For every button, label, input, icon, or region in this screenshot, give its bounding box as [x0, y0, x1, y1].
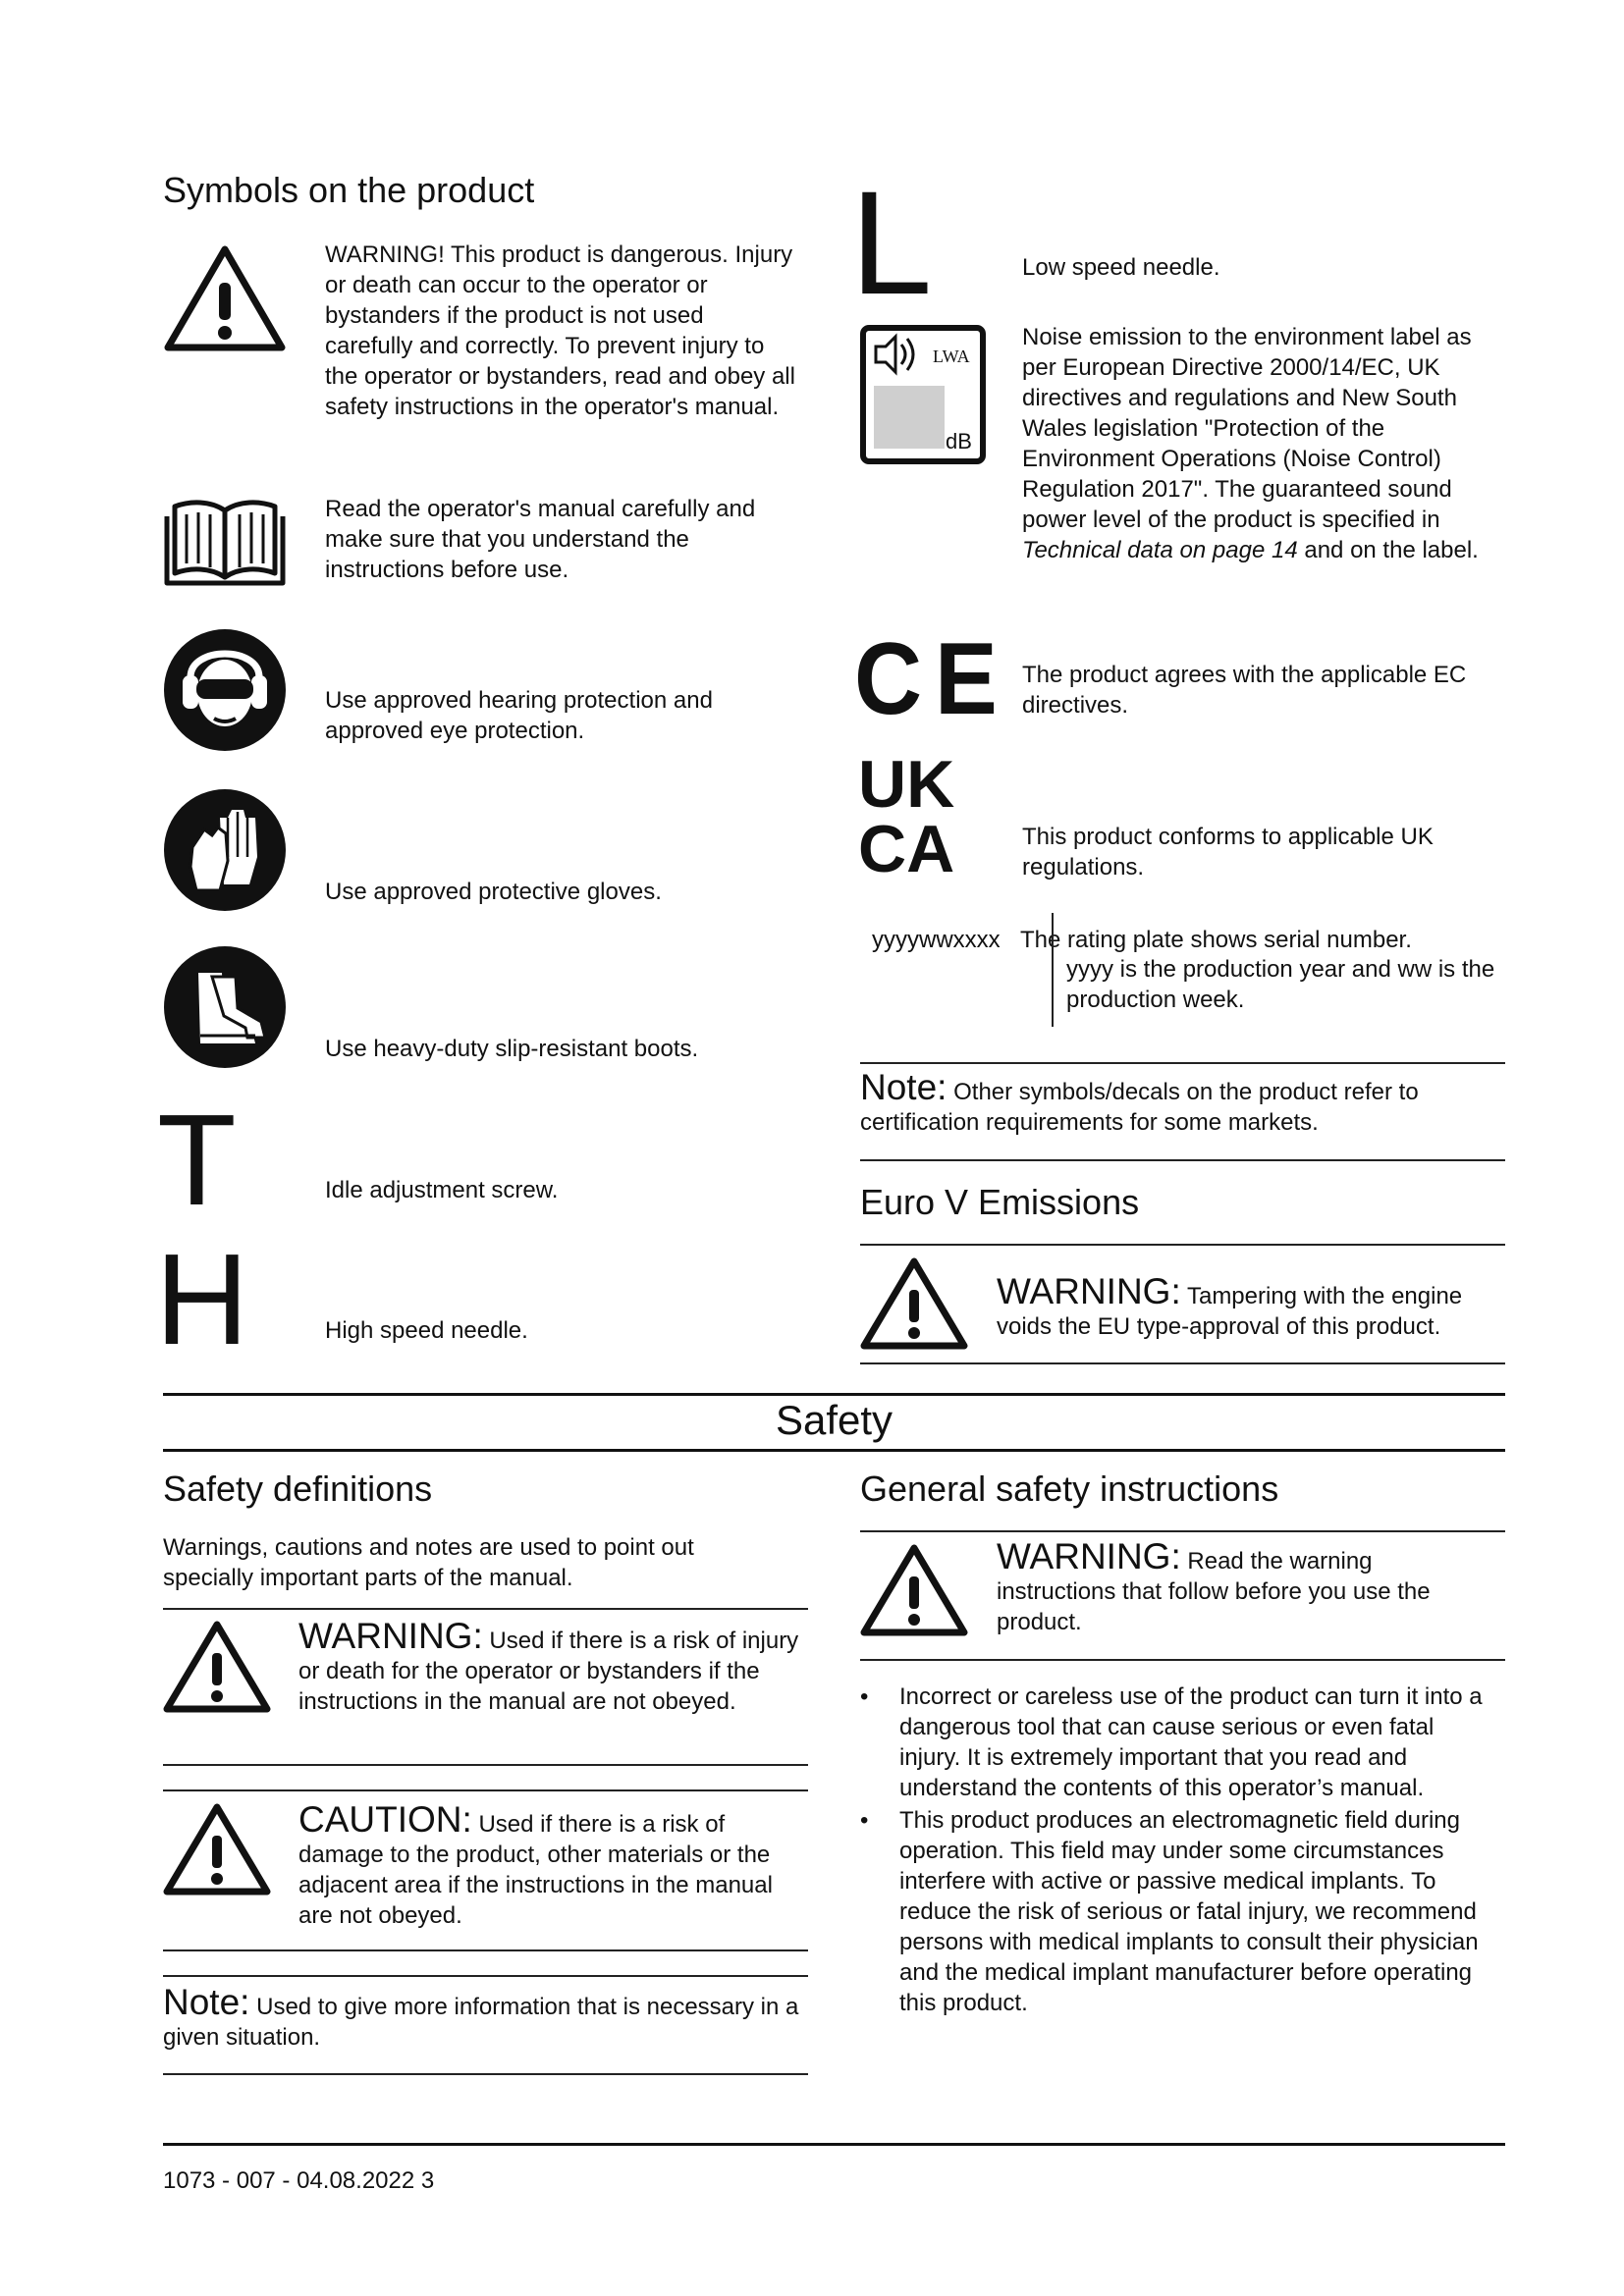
euro-warning — [997, 1271, 1507, 1342]
general-warning-label: WARNING: — [997, 1536, 1181, 1576]
note-label: Note: — [860, 1067, 947, 1107]
divider — [860, 1659, 1505, 1661]
divider — [163, 1393, 1505, 1396]
warning-triangle-icon — [860, 1256, 968, 1351]
safety-title: Safety — [775, 1397, 893, 1443]
symbol-text-ukca: This product conforms to applicable UK regulations. — [1022, 824, 1434, 881]
divider — [163, 1449, 1505, 1452]
letter-t-icon: T — [157, 1088, 237, 1232]
divider — [163, 1608, 808, 1610]
letter-h-icon: H — [155, 1227, 249, 1371]
definition-warning — [298, 1616, 809, 1717]
divider — [860, 1062, 1505, 1064]
symbol-text-boots: Use heavy-duty slip-resistant boots. — [325, 1036, 699, 1062]
definition-warning-text: Used if there is a risk of injury or death for the operator or bystanders if the instructions in the manual are not obeyed. — [298, 1628, 799, 1715]
ukca-mark-icon — [858, 747, 996, 886]
divider — [163, 2143, 1505, 2146]
symbols-title: Symbols on the product — [163, 170, 535, 210]
safety-definitions-title: Safety definitions — [163, 1468, 433, 1509]
definition-caution — [298, 1799, 809, 1931]
symbol-text-hearing-eye: Use approved hearing protection and approved eye protection. — [325, 687, 713, 744]
symbol-text-low-speed: Low speed needle. — [1022, 254, 1220, 281]
symbol-text-warning: WARNING! This product is dangerous. Injury or death can occur to the operator or bystanders if the product is not used carefully and correctly. To prevent injury to the operator or bystanders, read and obey all safety instructions in the operator's manual. — [325, 241, 795, 420]
divider — [860, 1362, 1505, 1364]
bullet-text: This product produces an electromagnetic field during operation. This field may under some circumstances interfere with active or passive medical implants. To reduce the risk of serious or fatal injury, we recommend persons with medical implants to consult their physician and the medical implant manufacturer before operating this product. — [899, 1807, 1479, 2016]
general-safety-title: General safety instructions — [860, 1468, 1279, 1509]
ce-mark-icon: CE — [854, 622, 1010, 736]
serial-divider — [1052, 913, 1054, 1027]
divider — [163, 1975, 808, 1977]
symbol-text-gloves: Use approved protective gloves. — [325, 879, 662, 905]
divider — [163, 2073, 808, 2075]
definition-note — [163, 1982, 811, 2053]
divider — [163, 1789, 808, 1791]
noise-db-label: dB — [946, 429, 972, 454]
euro-title: Euro V Emissions — [860, 1182, 1140, 1222]
noise-description — [1022, 322, 1503, 565]
note-text: Other symbols/decals on the product refer to certification requirements for some markets. — [860, 1079, 1419, 1136]
safety-definitions-intro: Warnings, cautions and notes are used to point out specially important parts of the manual. — [163, 1534, 694, 1591]
divider — [860, 1244, 1505, 1246]
euro-warning-text: Tampering with the engine voids the EU type-approval of this product. — [997, 1283, 1463, 1340]
list-item — [860, 1682, 1498, 1803]
divider — [163, 1949, 808, 1951]
divider — [163, 1764, 808, 1766]
symbol-text-ce: The product agrees with the applicable EC directives. — [1022, 662, 1467, 719]
noise-lwa-label: LWA — [933, 347, 970, 366]
serial-code: yyyywwxxxx — [872, 927, 1001, 953]
divider — [860, 1159, 1505, 1161]
ukca-bottom: CA — [858, 812, 955, 886]
warning-triangle-icon — [163, 243, 287, 353]
hearing-eye-protection-icon — [163, 628, 287, 752]
symbol-text-high-speed: High speed needle. — [325, 1317, 528, 1344]
noise-text-after: and on the label. — [1297, 537, 1479, 563]
definition-caution-text: Used if there is a risk of damage to the product, other materials or the adjacent area if the instructions in the manual are not obeyed. — [298, 1811, 773, 1929]
euro-warning-label: WARNING: — [997, 1271, 1181, 1311]
warning-triangle-icon — [860, 1543, 968, 1637]
divider — [860, 1530, 1505, 1532]
protective-gloves-icon — [163, 788, 287, 912]
bullet-icon: • — [860, 1807, 869, 1834]
serial-detail: yyyy is the production year and ww is the production week. — [1066, 956, 1495, 1013]
warning-triangle-icon — [163, 1802, 271, 1896]
general-warning-text: Read the warning instructions that follow before you use the product. — [997, 1548, 1431, 1635]
bullet-text: Incorrect or careless use of the product can turn it into a dangerous tool that can cause serious or even fatal injury. It is extremely important that you read and understand the contents of this operator’s manual. — [899, 1683, 1483, 1801]
warning-triangle-icon — [163, 1620, 271, 1714]
symbols-note — [860, 1067, 1498, 1138]
general-bullet-list — [860, 1682, 1498, 2018]
noise-text-before: Noise emission to the environment label as per European Directive 2000/14/EC, UK directives and regulations and New South Wales legislation "Protection of the Environment Operations (Noise Control) Regulation 2017". The guaranteed sound power level of the product is specified in — [1022, 324, 1472, 533]
footer-text: 1073 - 007 - 04.08.2022 3 — [163, 2167, 435, 2194]
definition-note-label: Note: — [163, 1982, 250, 2022]
serial-lead: The rating plate shows serial number. — [1020, 927, 1412, 953]
symbol-text-read-manual: Read the operator's manual carefully and make sure that you understand the instructions before use. — [325, 496, 756, 583]
technical-data-link[interactable]: Technical data on page 14 — [1022, 537, 1298, 563]
safety-boots-icon — [163, 945, 287, 1069]
symbol-text-idle: Idle adjustment screw. — [325, 1177, 559, 1203]
list-item — [860, 1805, 1498, 2018]
definition-warning-label: WARNING: — [298, 1616, 483, 1656]
definition-note-text: Used to give more information that is necessary in a given situation. — [163, 1994, 799, 2051]
bullet-icon: • — [860, 1683, 869, 1710]
definition-caution-label: CAUTION: — [298, 1799, 472, 1840]
general-warning — [997, 1536, 1488, 1637]
ukca-top: UK — [858, 747, 955, 822]
open-book-icon — [163, 495, 287, 589]
letter-l-icon: L — [850, 160, 933, 325]
